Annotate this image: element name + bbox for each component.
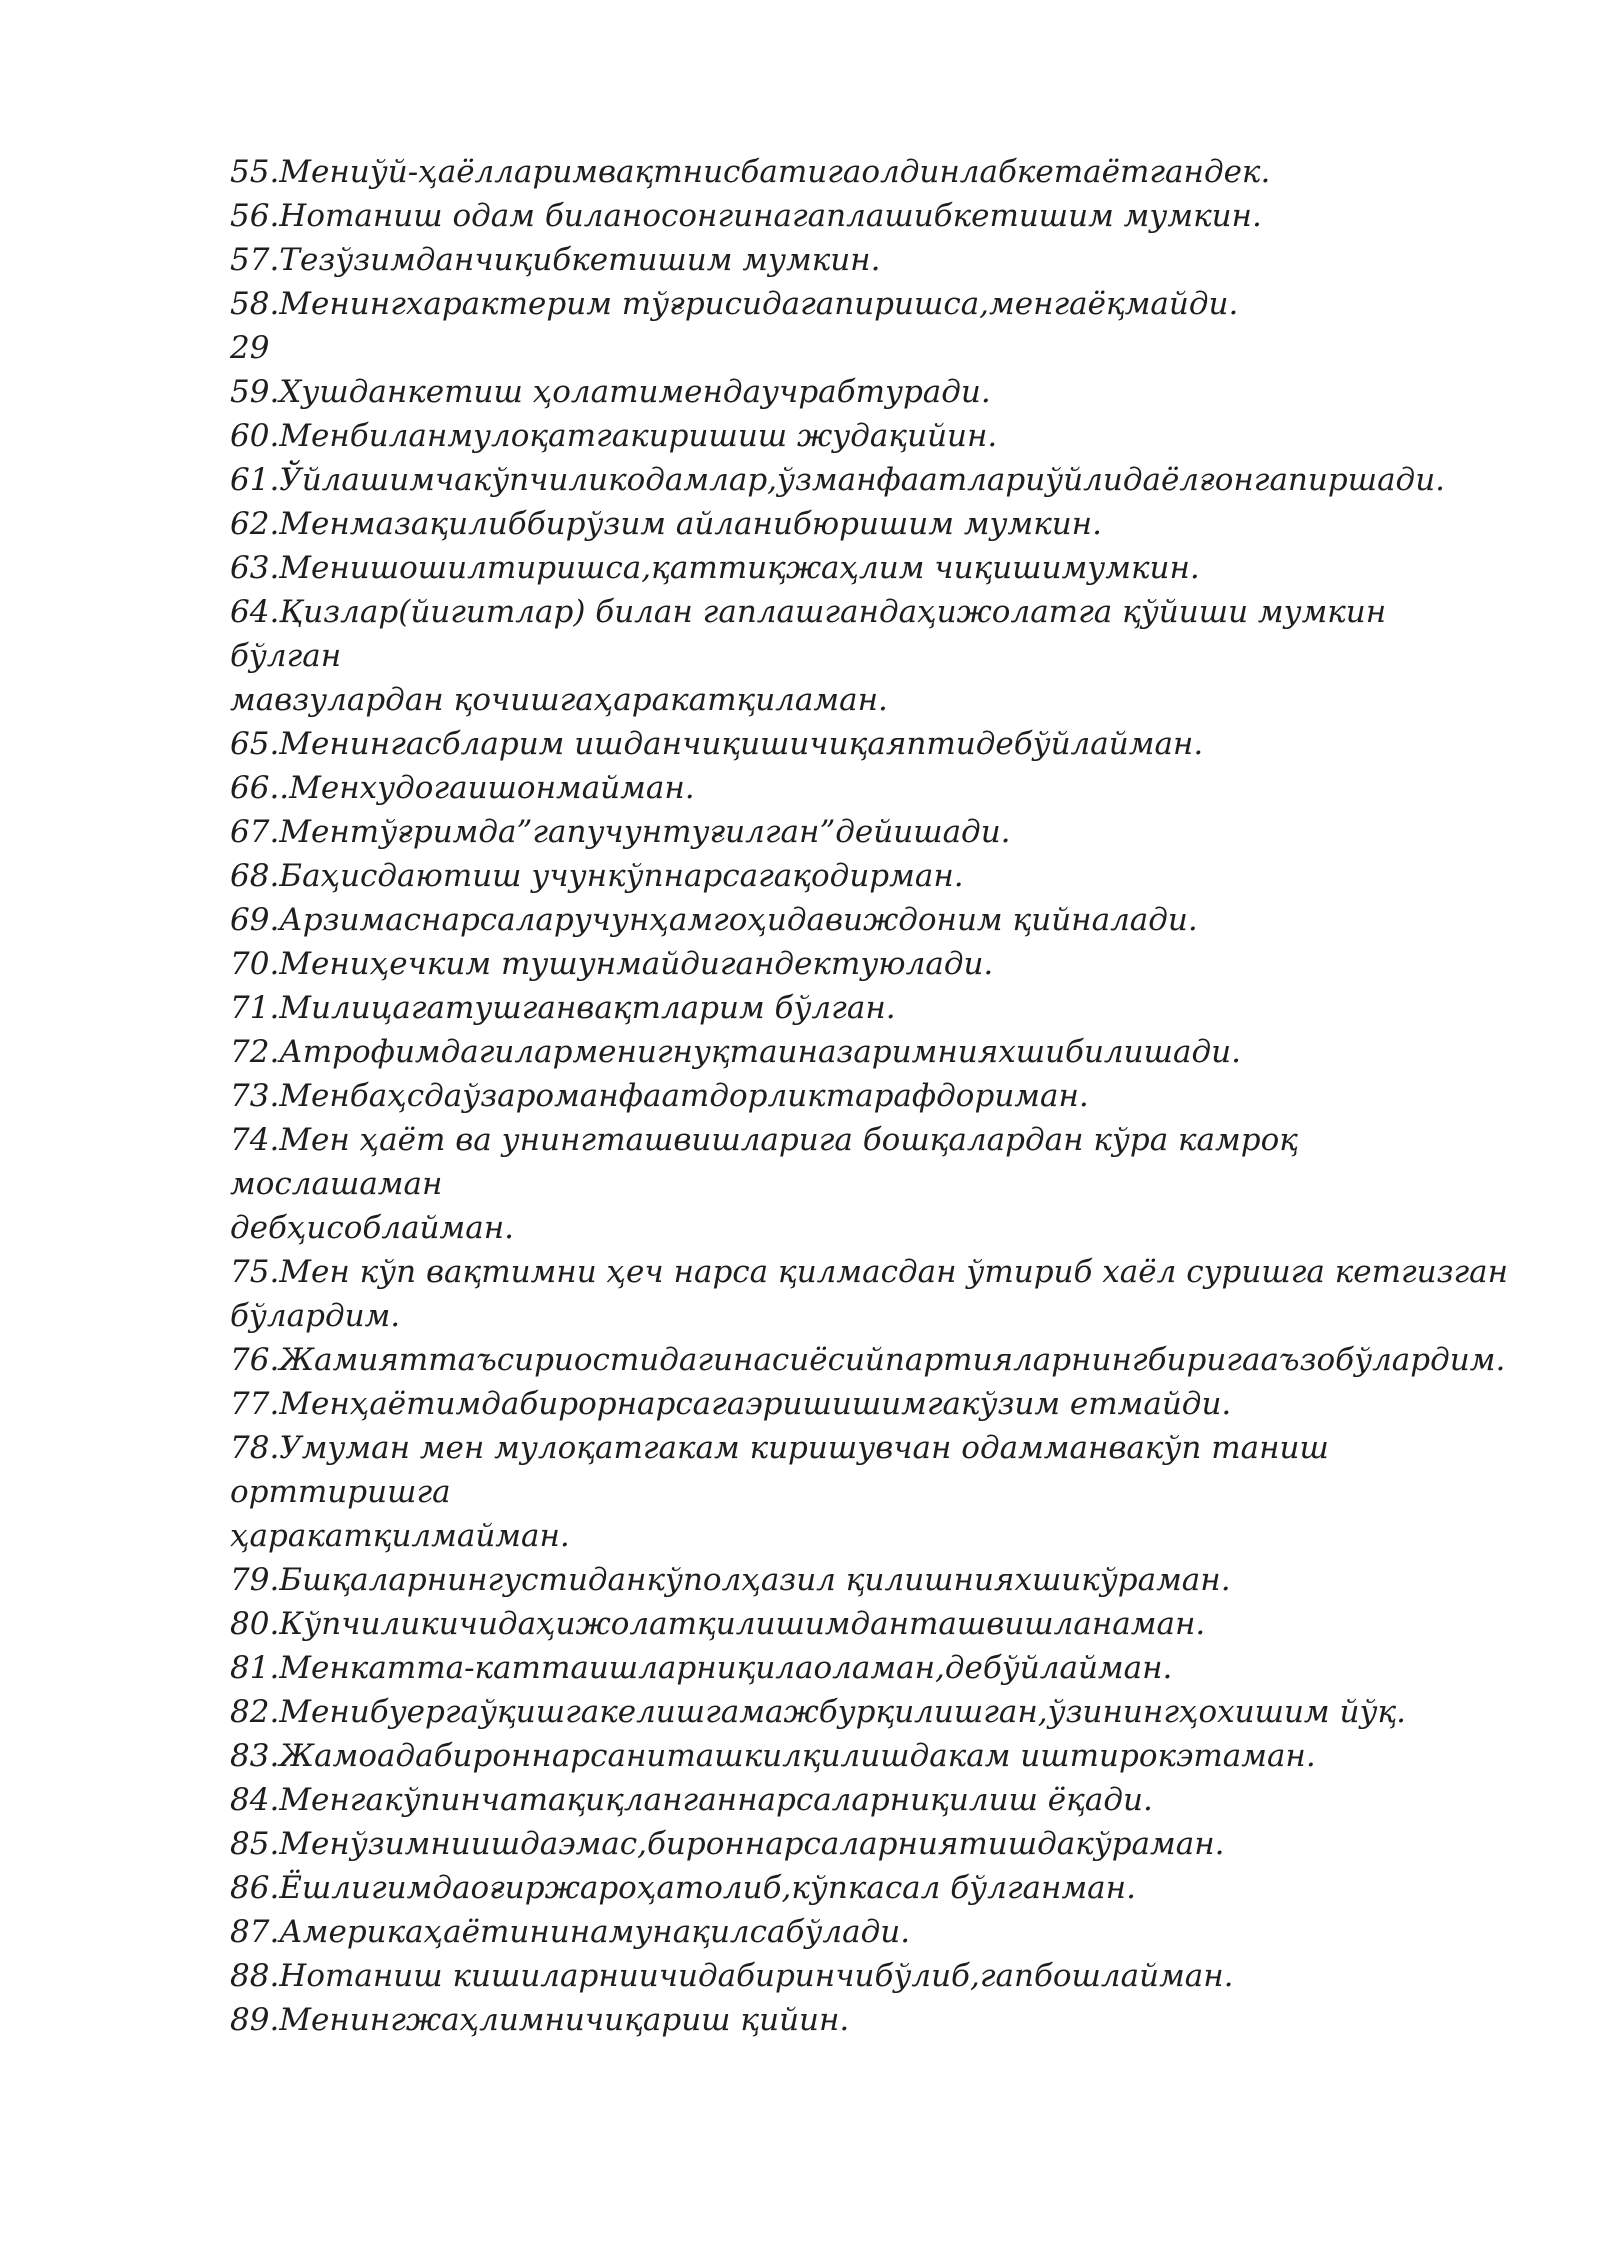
text-line: 55.Мениўй-ҳаёлларимвақтнисбатигаолдинлабкетаётгандек. [230, 154, 1271, 190]
text-line: 61.Ўйлашимчакўпчиликодамлар,ўзманфаатлариўйлидаёлғонгапиршади. [230, 462, 1446, 498]
text-line: бўлган [230, 638, 342, 674]
text-line: дебҳисоблайман. [230, 1210, 514, 1246]
text-line: 63.Менишошилтиришса,қаттиқжаҳлим чиқишимумкин. [230, 550, 1200, 586]
text-line: 87.Америкаҳаётининамунақилсабўлади. [230, 1914, 911, 1950]
text-line: 88.Нотаниш кишиларниичидабиринчибўлиб,гапбошлайман. [230, 1958, 1234, 1994]
text-line: 82.Менибуергаўқишгакелишгамажбурқилишган,ўзинингҳохишим йўқ. [230, 1694, 1407, 1730]
text-line: 79.Бшқаларнингустиданкўполҳазил қилишнияхшикўраман. [230, 1562, 1231, 1598]
text-line: 60.Менбиланмулоқатгакиришиш жудақийин. [230, 418, 998, 454]
text-line: 56.Нотаниш одам биланосонгинагаплашибкетишим мумкин. [230, 198, 1262, 234]
text-line: 76.Жамияттаъсириостидагинасиёсийпартияларнингбиригааъзобўлардим. [230, 1342, 1506, 1378]
text-line: 80.Кўпчиликичидаҳижолатқилишимданташвишланаман. [230, 1606, 1206, 1642]
text-line: 65.Менингасбларим ишданчиқишичиқаяптидебўйлайман. [230, 726, 1204, 762]
text-line: 84.Менгакўпинчатақиқланганнарсаларниқилиш ёқади. [230, 1782, 1153, 1818]
text-line: 86.Ёшлигимдаоғиржароҳатолиб,кўпкасал бўлганман. [230, 1870, 1136, 1906]
text-line: мослашаман [230, 1166, 443, 1202]
text-line: 70.Мениҳечким тушунмайдигандектуюлади. [230, 946, 994, 982]
text-line: мавзулардан қочишгаҳаракатқиламан. [230, 682, 888, 718]
text-line: 67.Ментўғримда”гапучунтуғилган”дейишади. [230, 814, 1011, 850]
page-number: 29 [230, 330, 270, 366]
text-line: 73.Менбаҳсдаўзароманфаатдорликтарафдориман. [230, 1078, 1089, 1114]
text-line: 64.Қизлар(йигитлар) билан гаплашгандаҳижолатга қўйиши мумкин [230, 594, 1387, 630]
text-line: 69.Арзимаснарсаларучунҳамгоҳидавиждоним қийналади. [230, 902, 1198, 938]
text-line: 68.Баҳисдаютиш учункўпнарсагақодирман. [230, 858, 964, 894]
questionnaire-text [230, 150, 1530, 2042]
text-line: орттиришга [230, 1474, 451, 1510]
text-line: 59.Хушданкетиш ҳолатимендаучрабтуради. [230, 374, 991, 410]
text-line: 78.Умуман мен мулоқатгакам киришувчан одамманвакўп таниш [230, 1430, 1329, 1466]
text-line: 89.Менингжаҳлимничиқариш қийин. [230, 2002, 850, 2038]
text-line: 75.Мен кўп вақтимни ҳеч нарса қилмасдан ўтириб хаёл суришга кетгизган [230, 1254, 1509, 1290]
text-line: 85.Менўзимниишдаэмас,бироннарсаларниятишдакўраман. [230, 1826, 1225, 1862]
text-line: 66..Менхудогаишонмайман. [230, 770, 695, 806]
text-line: 77.Менҳаётимдабирорнарсагаэришишимгакўзим етмайди. [230, 1386, 1232, 1422]
text-line: 62.Менмазақилиббирўзим айланибюришим мумкин. [230, 506, 1102, 542]
text-line: 81.Менкатта-каттаишларниқилаоламан,дебўйлайман. [230, 1650, 1173, 1686]
text-line: 71.Милицагатушганвақтларим бўлган. [230, 990, 896, 1026]
text-line: 57.Тезўзимданчиқибкетишим мумкин. [230, 242, 881, 278]
text-line: бўлардим. [230, 1298, 401, 1334]
text-line: 83.Жамоадабироннарсаниташкилқилишдакам иштирокэтаман. [230, 1738, 1316, 1774]
text-line: 72.Атрофимдагиларменигнуқтаиназаримнияхшибилишади. [230, 1034, 1241, 1070]
text-line: ҳаракатқилмайман. [230, 1518, 570, 1554]
text-line: 58.Менингхарактерим тўғрисидагапиришса,менгаёқмайди. [230, 286, 1239, 322]
text-line: 74.Мен ҳаёт ва унингташвишларига бошқалардан кўра камроқ [230, 1122, 1298, 1158]
